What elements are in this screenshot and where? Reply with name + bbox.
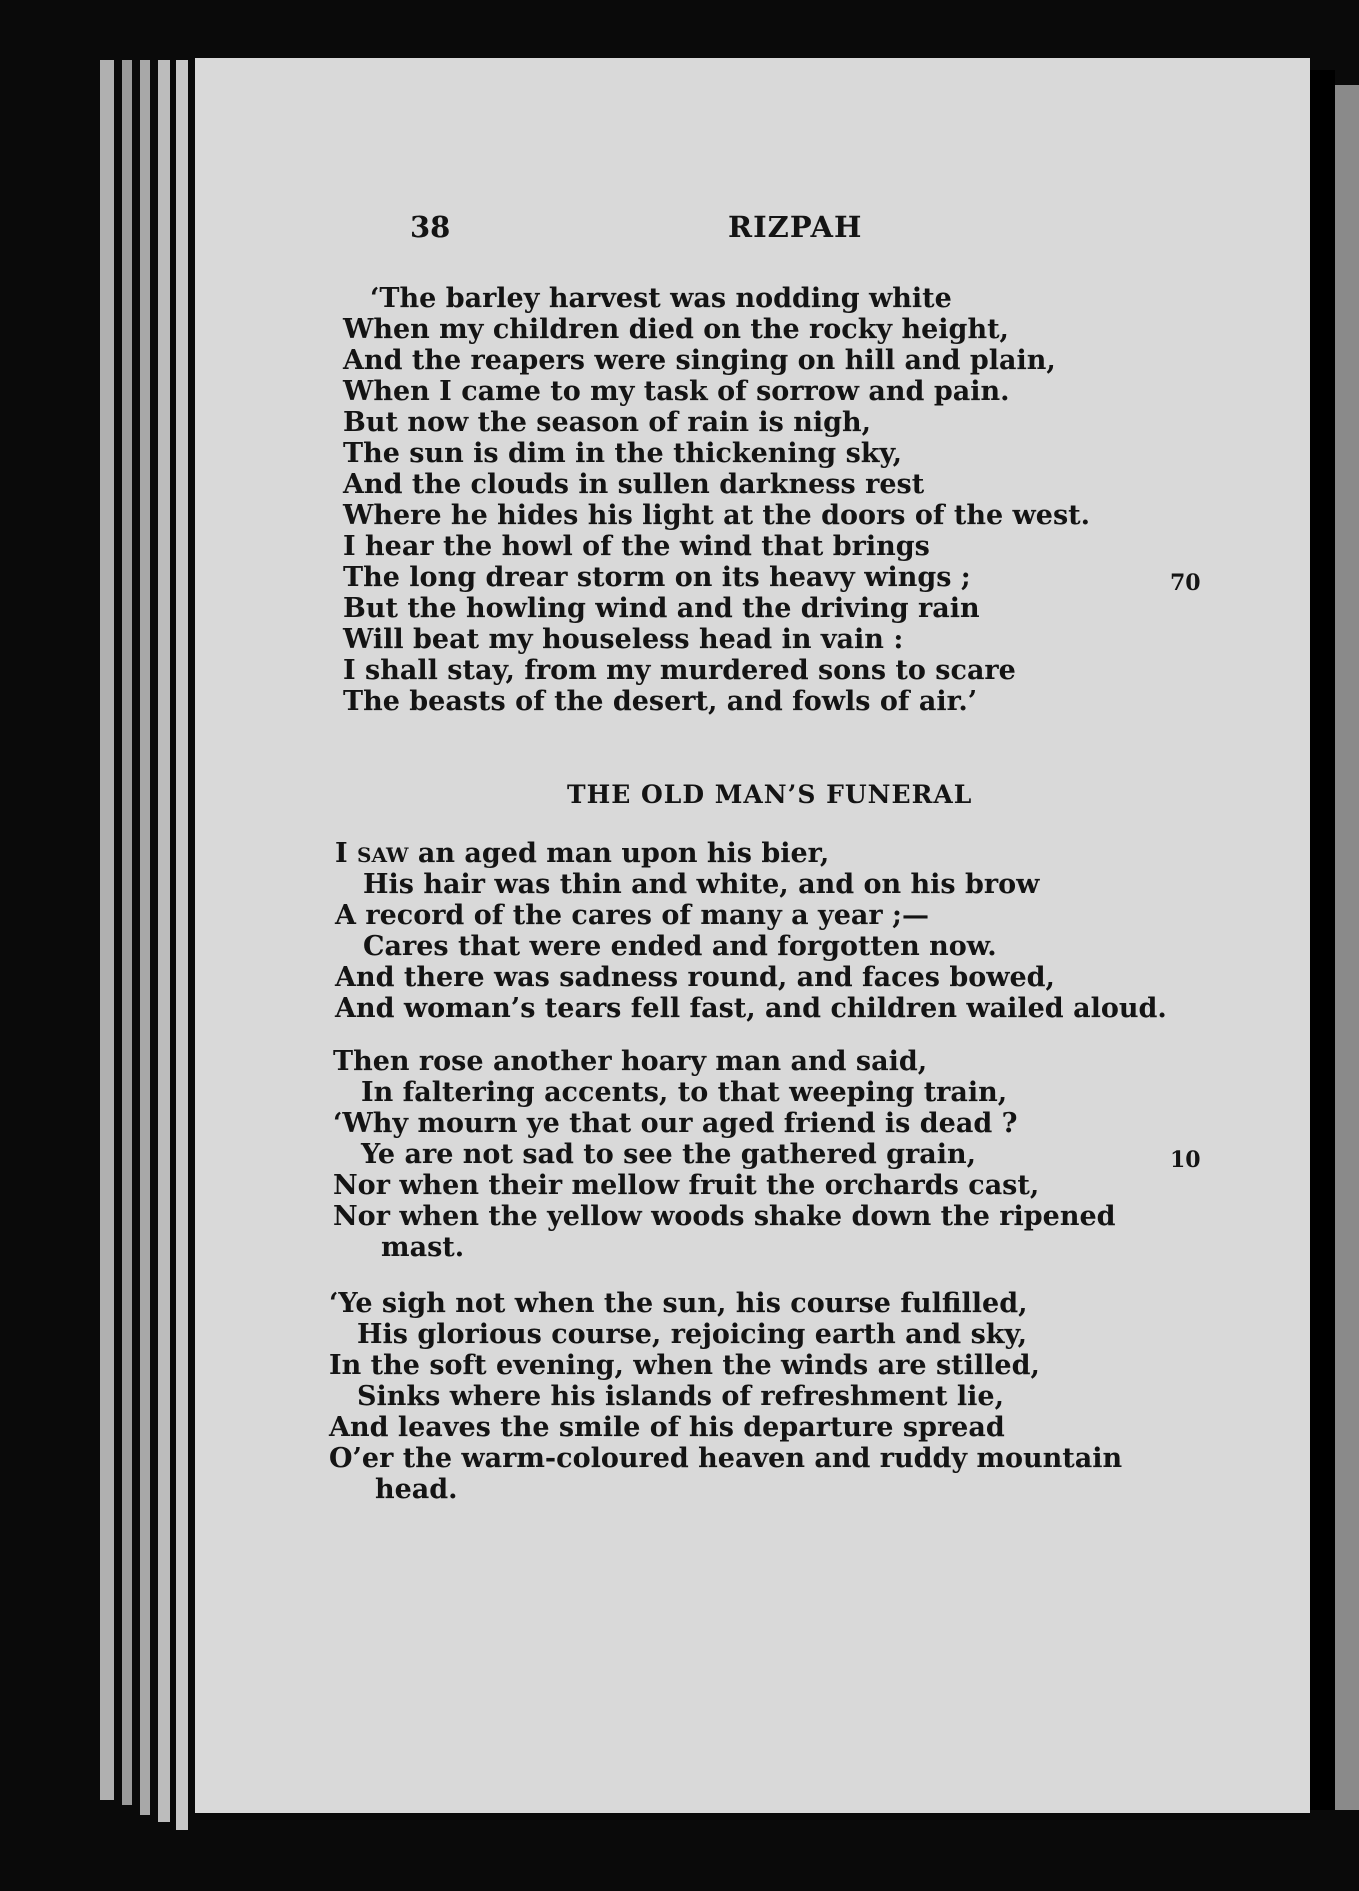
verse-line: In the soft evening, when the winds are stilled, [329, 1350, 1040, 1381]
verse-line: But the howling wind and the driving rain [343, 593, 980, 624]
facing-page-edge [1335, 85, 1359, 1810]
verse-line: mast. [381, 1232, 465, 1263]
verse-line: The beasts of the desert, and fowls of air.’ [343, 686, 978, 717]
verse-line: When I came to my task of sorrow and pain. [343, 376, 1010, 407]
verse-line: His hair was thin and white, and on his brow [363, 869, 1040, 900]
page-edge [176, 60, 188, 1830]
page-edge [140, 60, 150, 1815]
page-number: 38 [410, 210, 451, 244]
gutter-shadow [1310, 70, 1335, 1810]
verse-line: Sinks where his islands of refreshment lie, [357, 1381, 1004, 1412]
verse-line: Then rose another hoary man and said, [333, 1046, 928, 1077]
verse-line: But now the season of rain is nigh, [343, 407, 872, 438]
verse-line: When my children died on the rocky height, [343, 314, 1009, 345]
verse-line: I shall stay, from my murdered sons to scare [343, 655, 1016, 686]
verse-line: And woman’s tears fell fast, and children wailed aloud. [335, 993, 1167, 1024]
verse-line: O’er the warm-coloured heaven and ruddy mountain [329, 1443, 1123, 1474]
verse-line: In faltering accents, to that weeping train, [361, 1077, 1008, 1108]
first-line-rest: an aged man upon his bier, [408, 838, 830, 869]
line-number: 10 [1170, 1147, 1201, 1173]
verse-line: And the reapers were singing on hill and plain, [343, 345, 1056, 376]
verse-line: His glorious course, rejoicing earth and sky, [357, 1319, 1027, 1350]
book-page [195, 58, 1310, 1813]
first-word: I [335, 838, 358, 869]
verse-line: Ye are not sad to see the gathered grain, [361, 1139, 977, 1170]
verse-line: The sun is dim in the thickening sky, [343, 438, 902, 469]
verse-line: head. [375, 1474, 458, 1505]
verse-line: I hear the howl of the wind that brings [343, 531, 930, 562]
verse-line: And leaves the smile of his departure spread [329, 1412, 1005, 1443]
verse-line: And the clouds in sullen darkness rest [343, 469, 925, 500]
verse-line: Cares that were ended and forgotten now. [363, 931, 997, 962]
page-header [410, 210, 1110, 250]
running-head: RIZPAH [728, 210, 863, 244]
poem-title: THE OLD MAN’S FUNERAL [567, 780, 973, 809]
verse-line: ‘The barley harvest was nodding white [370, 283, 952, 314]
verse-line: Where he hides his light at the doors of the west. [343, 500, 1091, 531]
verse-line: ‘Ye sigh not when the sun, his course fulfilled, [329, 1288, 1028, 1319]
page-edge [122, 60, 132, 1805]
verse-line [335, 838, 829, 871]
verse-line: The long drear storm on its heavy wings ; [343, 562, 971, 593]
small-caps-word: SAW [357, 843, 409, 867]
verse-line: Will beat my houseless head in vain : [343, 624, 904, 655]
verse-line: Nor when their mellow fruit the orchards cast, [333, 1170, 1040, 1201]
page-edge [100, 60, 114, 1800]
verse-line: A record of the cares of many a year ;— [335, 900, 929, 931]
verse-line: And there was sadness round, and faces bowed, [335, 962, 1055, 993]
line-number: 70 [1170, 570, 1201, 596]
page-edge [158, 60, 170, 1822]
verse-line: Nor when the yellow woods shake down the ripened [333, 1201, 1116, 1232]
verse-line: ‘Why mourn ye that our aged friend is dead ? [333, 1108, 1018, 1139]
